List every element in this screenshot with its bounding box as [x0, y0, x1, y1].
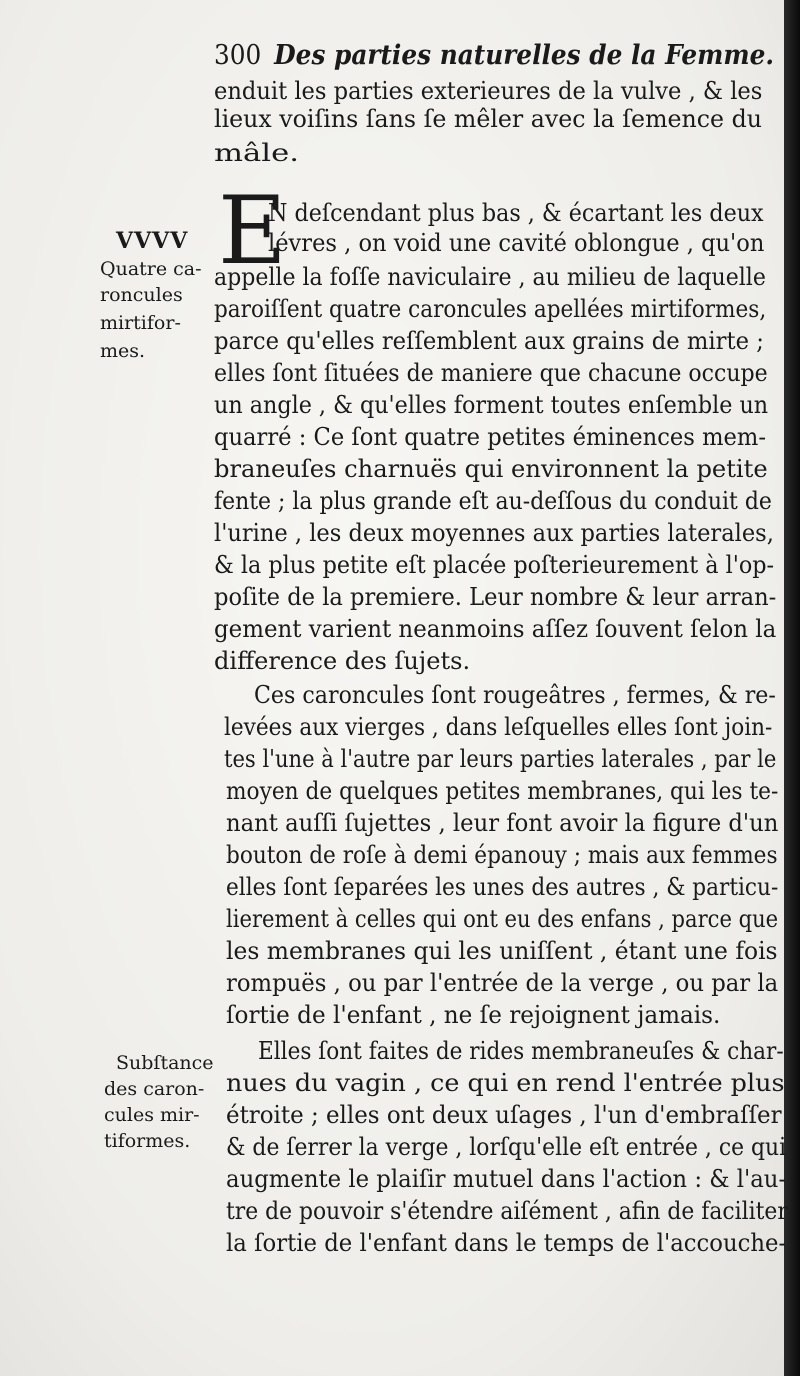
running-title: Des parties naturelles de la Femme.	[274, 40, 774, 71]
margin-note-line: Subſtance	[116, 1052, 214, 1074]
text-line: lierement à celles qui ont eu des enfans , parce que	[226, 904, 779, 933]
text-line: mâle.	[214, 138, 299, 167]
text-line: fente ; la plus grande eſt au-deſſous du conduit de	[214, 486, 772, 515]
text-line: un angle , & qu'elles forment toutes enſemble un	[214, 390, 769, 419]
margin-note-line: mirtifor-	[100, 312, 181, 334]
text-line: nues du vagin , ce qui en rend l'entrée plus	[226, 1068, 785, 1097]
book-spine-shadow	[784, 0, 800, 1376]
text-line: moyen de quelques petites membranes, qui les te-	[226, 776, 779, 805]
margin-note-line: cules mir-	[104, 1104, 200, 1126]
text-line: rompuës , ou par l'entrée de la verge , ou par la	[226, 968, 779, 997]
text-line: enduit les parties exterieures de la vulve , & les	[214, 76, 763, 105]
text-line: Ces caroncules ſont rougeâtres , fermes, & re-	[254, 680, 776, 709]
text-line: & de ſerrer la verge , lorſqu'elle eſt entrée , ce qui	[226, 1132, 787, 1161]
text-line: les membranes qui les uniſſent , étant une fois	[226, 936, 778, 965]
text-line: tre de pouvoir s'étendre aiſément , afin de faciliter	[226, 1196, 788, 1225]
page-number: 300	[214, 40, 262, 71]
text-line: levées aux vierges , dans leſquelles elles ſont join-	[224, 712, 773, 741]
text-line: braneuſes charnuës qui environnent la petite	[214, 454, 768, 483]
text-line: poſite de la premiere. Leur nombre & leur arran-	[214, 582, 777, 611]
text-line: tes l'une à l'autre par leurs parties laterales , par le	[224, 744, 777, 773]
text-line: la ſortie de l'enfant dans le temps de l'accouche-	[226, 1228, 787, 1257]
text-line: l'urine , les deux moyennes aux parties laterales,	[214, 518, 774, 547]
text-line: appelle la foſſe naviculaire , au milieu de laquelle	[214, 262, 766, 291]
text-line: étroite ; elles ont deux uſages , l'un d'embraſſer	[226, 1100, 782, 1129]
page-header	[214, 40, 774, 80]
text-line: Elles ſont faites de rides membraneuſes & char-	[258, 1036, 784, 1065]
text-line: elles ſont ſeparées les unes des autres , & particu-	[226, 872, 779, 901]
margin-note-line: roncules	[100, 284, 183, 306]
text-line: ſortie de l'enfant , ne ſe rejoignent jamais.	[226, 1000, 721, 1029]
text-line: parce qu'elles reſſemblent aux grains de mirte ;	[214, 326, 764, 355]
drop-cap: E	[218, 177, 287, 286]
text-line: & la plus petite eſt placée poſterieurement à l'op-	[214, 550, 775, 579]
section-marker: VVVV	[116, 228, 189, 254]
margin-note-line: Quatre ca-	[100, 258, 202, 280]
text-line: bouton de roſe à demi épanouy ; mais aux femmes	[226, 840, 778, 869]
text-line: difference des ſujets.	[214, 646, 471, 675]
text-line: lieux voiſins ſans ſe mêler avec la ſemence du	[214, 104, 762, 133]
margin-note-line: mes.	[100, 340, 146, 362]
margin-note-line: des caron-	[104, 1078, 205, 1100]
text-line: augmente le plaiſir mutuel dans l'action : & l'au-	[226, 1164, 787, 1193]
text-line: N deſcendant plus bas , & écartant les deux	[268, 198, 764, 227]
text-line: paroiſſent quatre caroncules apellées mirtiformes,	[214, 294, 767, 323]
text-line: nant auſſi ſujettes , leur font avoir la figure d'un	[226, 808, 779, 837]
text-line: lévres , on void une cavité oblongue , qu'on	[268, 228, 765, 257]
text-line: quarré : Ce ſont quatre petites éminences mem-	[214, 422, 767, 451]
text-line: elles ſont ſituées de maniere que chacune occupe	[214, 358, 768, 387]
text-line: gement varient neanmoins aſſez ſouvent ſelon la	[214, 614, 777, 643]
margin-note-line: tiformes.	[104, 1130, 191, 1152]
